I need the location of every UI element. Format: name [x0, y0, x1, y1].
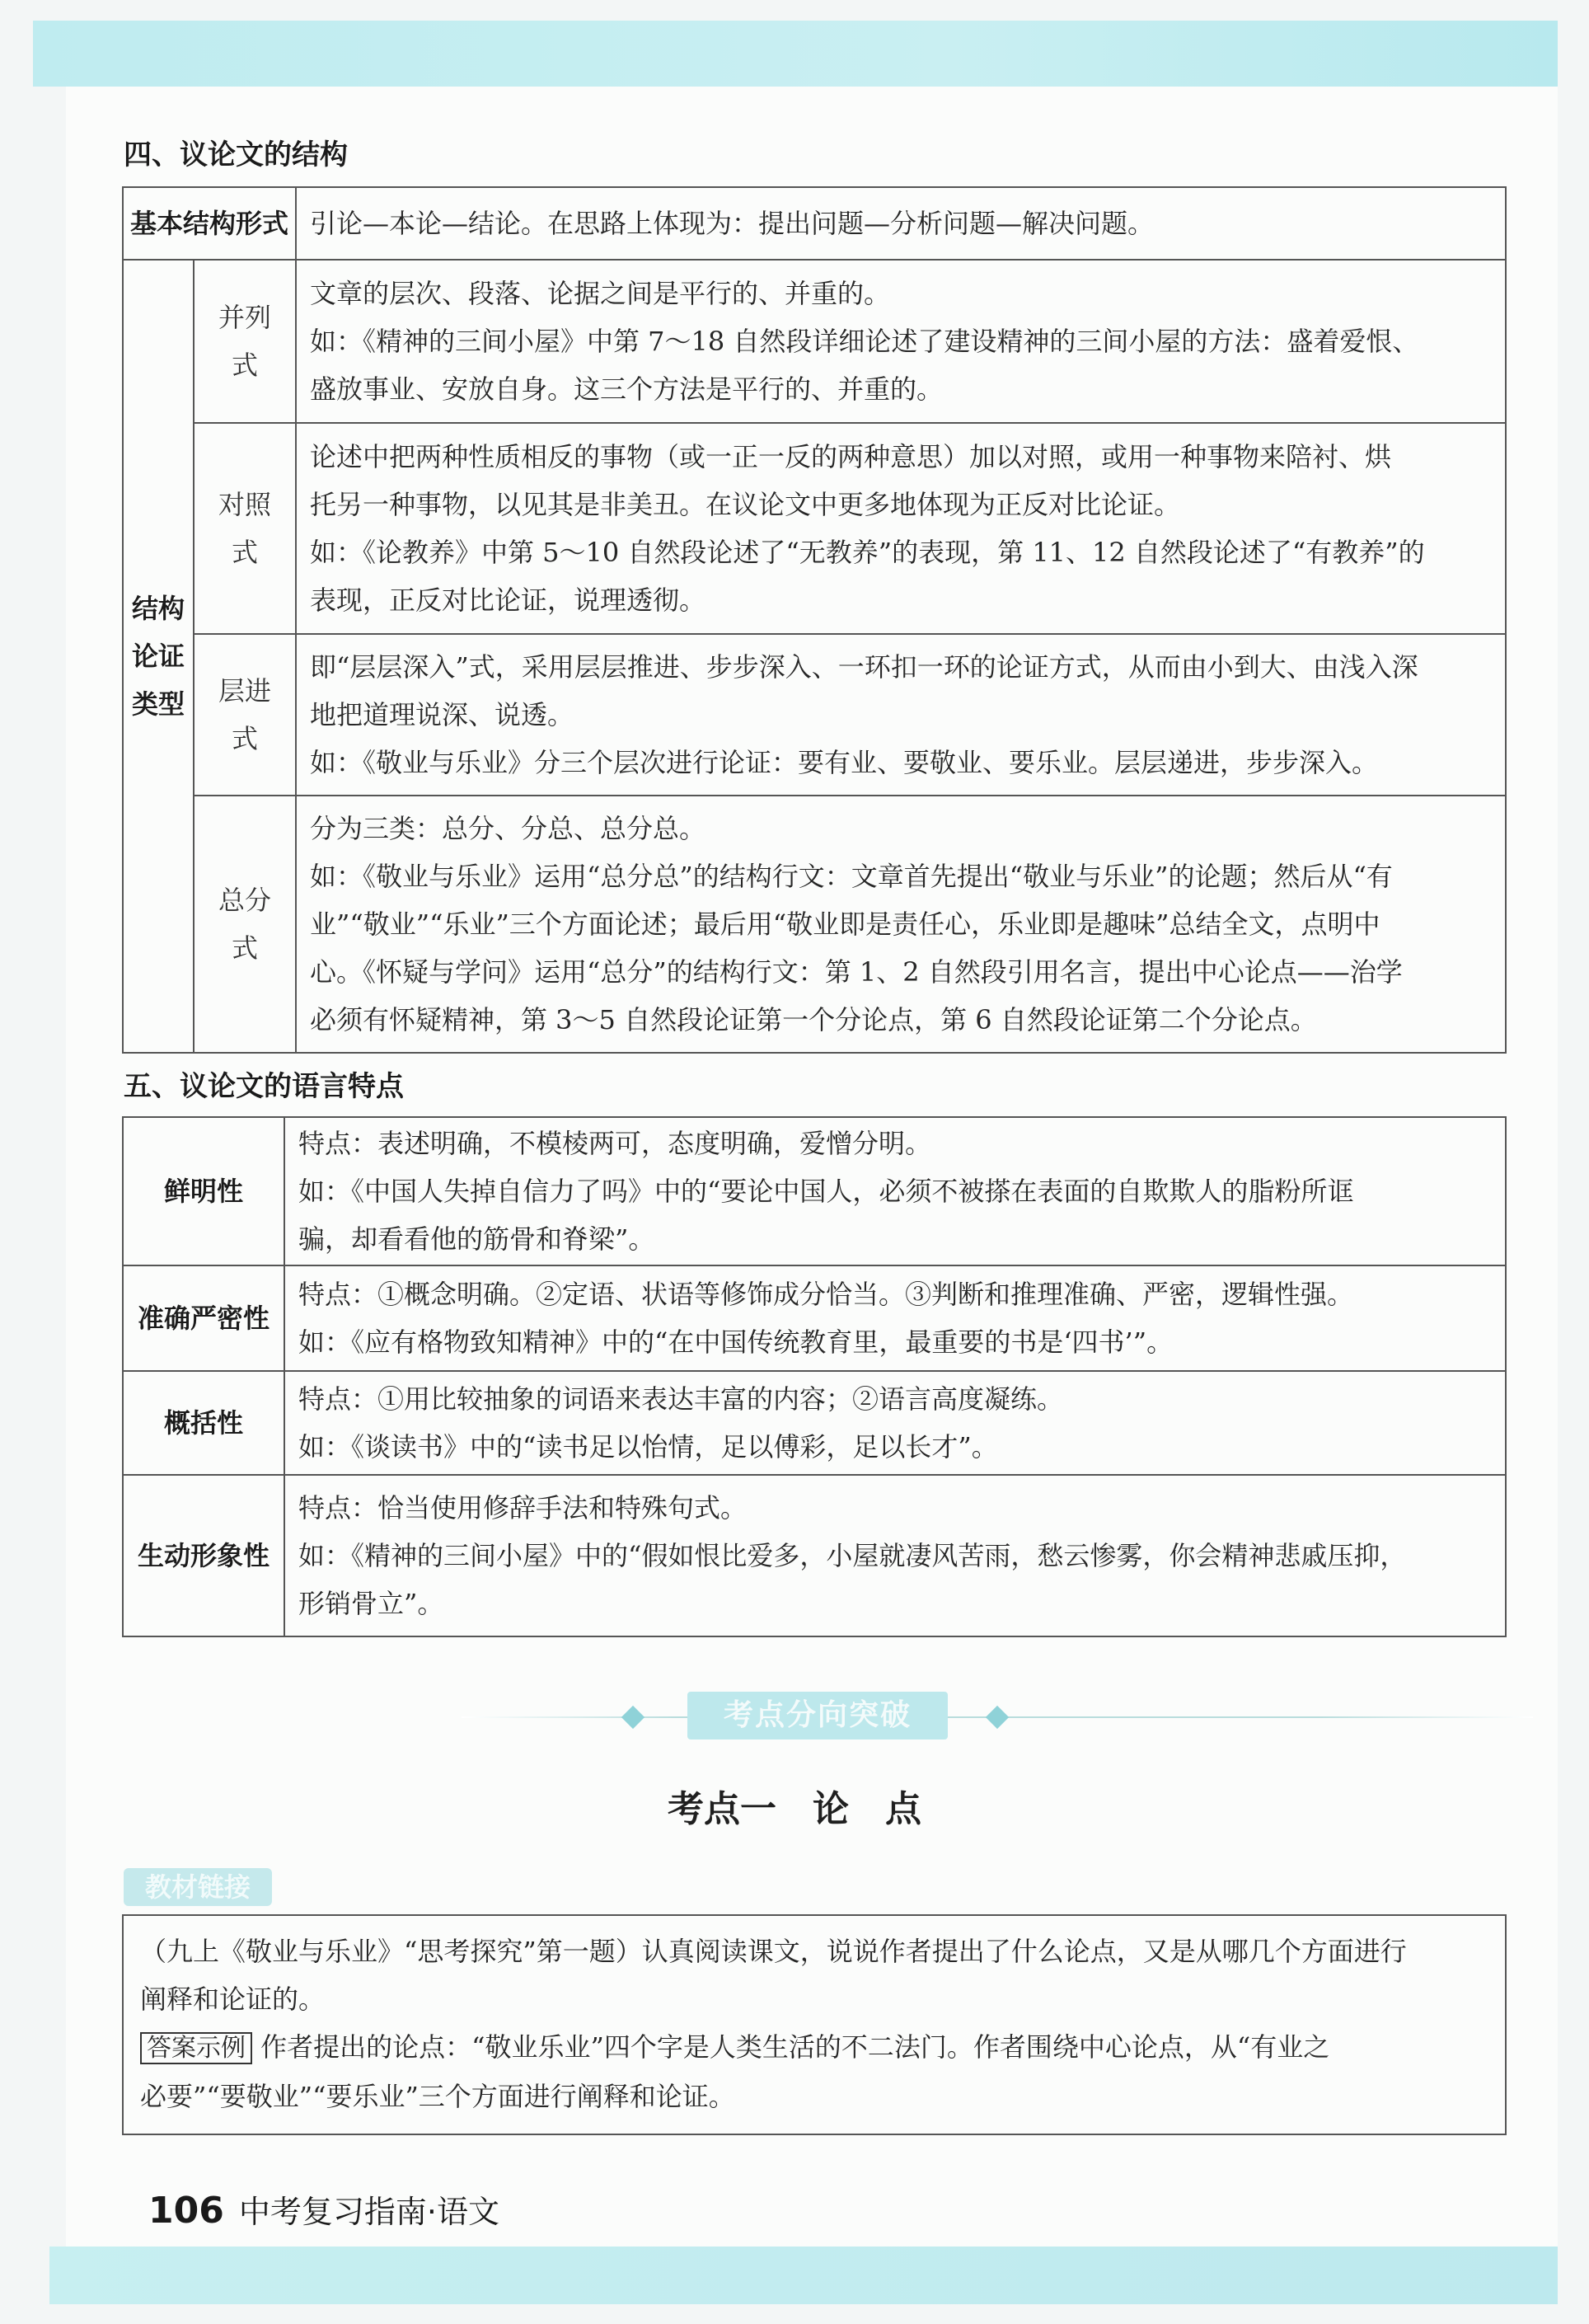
table-row [123, 1371, 1506, 1475]
table-row [123, 1117, 1506, 1265]
lang-label-vivid-imagery: 生动形象性 [123, 1475, 284, 1636]
answer-label: 答案示例 [140, 2032, 252, 2064]
textbook-question-box [122, 1914, 1507, 2135]
question-line: （九上《敬业与乐业》“思考探究”第一题）认真阅读课文，说说作者提出了什么论点，又是从哪几个方面进行 [140, 1936, 1407, 1967]
basic-structure-text: 引论—本论—结论。在思路上体现为：提出问题—分析问题—解决问题。 [296, 187, 1506, 260]
structure-table [122, 186, 1507, 1054]
answer-line: 必要”“要敬业”“要乐业”三个方面进行阐释和论证。 [140, 2081, 735, 2112]
page-number: 106 [148, 2190, 224, 2232]
language-table [122, 1116, 1507, 1637]
table-row [123, 423, 1506, 634]
type-desc-progressive: 即“层层深入”式，采用层层推进、步步深入、一环扣一环的论证方式，从而由小到大、由浅入深 地把道理说深、说透。 如：《敬业与乐业》分三个层次进行论证：要有业、要敬业、要乐业。层层递进，步步深入。 [296, 634, 1506, 796]
table-row [123, 1475, 1506, 1636]
type-name-progressive: 层进式 [194, 634, 296, 796]
lang-label-precise: 准确严密性 [123, 1265, 284, 1371]
textbook-link-tag: 教材链接 [124, 1868, 272, 1906]
lang-label-vivid: 鲜明性 [123, 1117, 284, 1265]
section-banner: 考点分向突破 [687, 1692, 948, 1739]
structure-type-group-label: 结构 论证 类型 [123, 260, 194, 1053]
type-name-parallel: 并列式 [194, 260, 296, 423]
page-footer [148, 2186, 499, 2232]
table-row [123, 260, 1506, 423]
table-row [123, 796, 1506, 1053]
kaodian-title: 考点一 论 点 [668, 1788, 921, 1830]
table-row [123, 187, 1506, 260]
table-row [123, 634, 1506, 796]
type-desc-general-specific: 分为三类：总分、分总、总分总。 如：《敬业与乐业》运用“总分总”的结构行文：文章首先提出“敬业与乐业”的论题；然后从“有 业”“敬业”“乐业”三个方面论述；最后用“敬业即是责任心，乐业即是趣味”总结全文，点明中 心。《怀疑与学问》运用“总分”的结构行文：第 1、2 自然段引用名言，提出中心论点——治学 必须有怀疑精神，第 3～5 自然段论证第一个分论点，第 6 自然段论证第二个分论点。 [296, 796, 1506, 1053]
answer-line: 答案示例 作者提出的论点：“敬业乐业”四个字是人类生活的不二法门。作者围绕中心论点，从“有业之 [140, 2023, 1488, 2073]
lang-desc-vivid-imagery: 特点：恰当使用修辞手法和特殊句式。 如：《精神的三间小屋》中的“假如恨比爱多，小屋就凄风苦雨，愁云惨雾，你会精神悲戚压抑， 形销骨立”。 [284, 1475, 1506, 1636]
question-line: 阐释和论证的。 [140, 1984, 326, 2015]
lang-desc-precise: 特点：①概念明确。②定语、状语等修饰成分恰当。③判断和推理准确、严密，逻辑性强。 如：《应有格物致知精神》中的“在中国传统教育里，最重要的书是‘四书’”。 [284, 1265, 1506, 1371]
type-desc-contrast: 论述中把两种性质相反的事物（或一正一反的两种意思）加以对照，或用一种事物来陪衬、烘 托另一种事物，以见其是非美丑。在议论文中更多地体现为正反对比论证。 如：《论教养》中第 5～10 自然段论述了“无教养”的表现，第 11、12 自然段论述了“有教养”的 表现，正反对比论证，说理透彻。 [296, 423, 1506, 634]
basic-structure-label: 基本结构形式 [123, 187, 296, 260]
type-desc-parallel: 文章的层次、段落、论据之间是平行的、并重的。 如：《精神的三间小屋》中第 7～18 自然段详细论述了建设精神的三间小屋的方法：盛着爱恨、 盛放事业、安放自身。这三个方法是平行的、并重的。 [296, 260, 1506, 423]
table-row [123, 1265, 1506, 1371]
section5-title: 五、议论文的语言特点 [124, 1070, 404, 1103]
lang-label-concise: 概括性 [123, 1371, 284, 1475]
book-title: 中考复习指南·语文 [238, 2194, 499, 2230]
type-name-general-specific: 总分式 [194, 796, 296, 1053]
lang-desc-vivid: 特点：表述明确，不模棱两可，态度明确，爱憎分明。 如：《中国人失掉自信力了吗》中的“要论中国人，必须不被搽在表面的自欺欺人的脂粉所诓 骗，却看看他的筋骨和脊梁”。 [284, 1117, 1506, 1265]
section4-title: 四、议论文的结构 [124, 139, 348, 171]
type-name-contrast: 对照式 [194, 423, 296, 634]
top-color-band [33, 21, 1558, 87]
bottom-color-band [49, 2247, 1558, 2304]
lang-desc-concise: 特点：①用比较抽象的词语来表达丰富的内容；②语言高度凝练。 如：《谈读书》中的“读书足以怡情，足以傅彩，足以长才”。 [284, 1371, 1506, 1475]
